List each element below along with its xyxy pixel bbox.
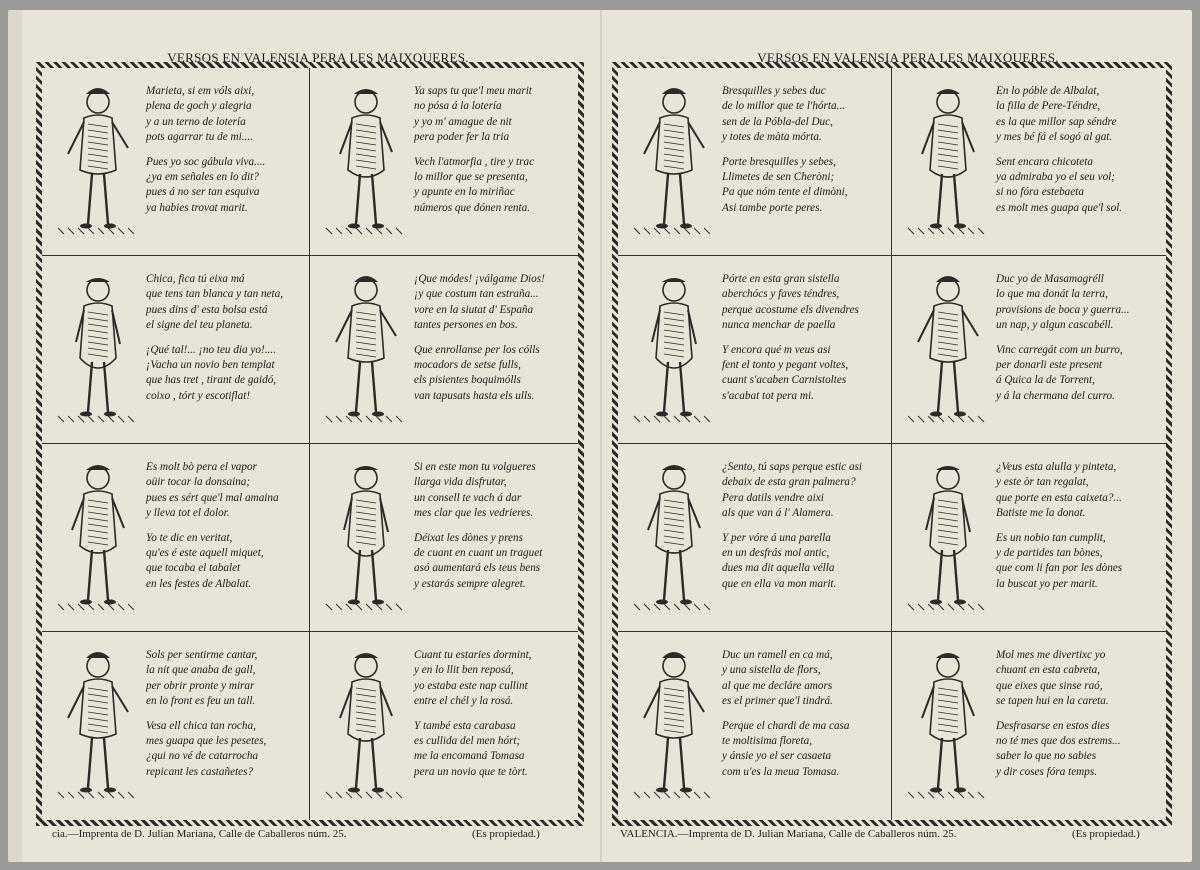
right-footer-imprint: —Imprenta de D. Julian Mariana, Calle de Caballeros núm. 25. — [677, 828, 957, 840]
left-title: VERSOS EN VALENSIA PERA LES MAIXQUERES. — [167, 50, 469, 65]
stanza: Porte bresquilles y sebes, Llimetes de sen Cheròni; Pa que nóm tente el dimòni, Asi tambe porte peres. — [722, 155, 848, 214]
stanza: Pórte en esta gran sistella aberchócs y faves téndres, perque acostume els divendres nunca menchar de paella — [722, 273, 859, 332]
woman-with-flowers-figure — [624, 642, 724, 802]
stanza: Sent encara chicoteta ya admiraba yo el seu vol; si no fóra estebaeta es molt mes guapa que'l sol. — [996, 155, 1123, 214]
left-footer — [52, 828, 540, 840]
stanza: ¡Qué tal!... ¡no teu dia yo!.... ¡Vacha un novio ben templat que has tret , tirant de gaidó, coixo , tórt y escotiflat! — [146, 343, 277, 402]
verse-cell — [618, 256, 892, 444]
stanza: ¿Sento, tú saps perque estic asi debaix de esta gran palmera? Pera datils vendre aixi als que van á l' Alamera. — [722, 461, 863, 520]
stanza: Mol mes me divertixc yo chuant en esta cabreta, que eixes que sinse raó, se tapen hui en la careta. — [996, 649, 1109, 708]
verse-cell — [310, 444, 578, 632]
verse-cell — [618, 68, 892, 256]
verse-text — [146, 460, 305, 601]
right-verse-grid — [618, 68, 1166, 820]
stanza: Pues yo soc gábula viva.... ¿ya em señales en lo dit? pues á no ser tan esquiva ya habies trovat marit. — [146, 155, 266, 214]
verse-cell — [310, 256, 578, 444]
verse-text — [414, 648, 574, 789]
verse-cell — [892, 256, 1166, 444]
man-with-basket-figure — [898, 78, 998, 238]
guitar-player-figure — [48, 642, 148, 802]
stanza: Chica, fica tú eixa má que tens tan blanca y tan neta, pues dins d' esta bolsa está el signe del teu planeta. — [146, 273, 284, 332]
stanza: Yo te dic en veritat, qu'es é este aquell miquet, que tocaba el tabalet en les festes de Albalat. — [146, 531, 264, 590]
verse-text — [722, 84, 887, 225]
stanza: Vech l'atmorfia , tire y trac lo millor que se presenta, y apunte en lo miriñac números que dónen renta. — [414, 155, 535, 214]
verse-text — [996, 648, 1162, 789]
verse-cell — [892, 68, 1166, 256]
stanza: Marieta, si em vóls aixi, plena de goch y alegria y a un terno de lotería pots agarrar tu de mi.... — [146, 85, 255, 144]
man-with-feathered-hat-figure — [48, 266, 148, 426]
verse-text — [414, 460, 574, 601]
stanza: En lo póble de Albalat, la filla de Pere-Téndre, es la que millor sap séndre y mes bé fá el sogó al gat. — [996, 85, 1117, 144]
verse-cell — [42, 444, 310, 632]
stanza: Y per vóre á una parella en un desfrás mol antic, dues ma dit aquella vélla que en ella va mon marit. — [722, 531, 837, 590]
stanza: Es molt bò pera el vapor oüir tocar la donsaina; pues es sért que'l mal amaina y lleva tot el dolor. — [146, 461, 279, 520]
left-footer-property: (Es propiedad.) — [472, 828, 540, 840]
right-footer-property: (Es propiedad.) — [1072, 828, 1140, 840]
stanza: Duc yo de Masamagréll lo que ma donát la terra, provisions de boca y guerra... un nap, y algun cascabéll. — [996, 273, 1130, 332]
verse-text — [414, 272, 574, 413]
man-in-lottery-coat-figure — [48, 78, 148, 238]
right-title: VERSOS EN VALENSIA PERA LES MAIXQUERES. — [757, 50, 1059, 65]
verse-cell — [892, 632, 1166, 820]
stanza: Duc un ramell en ca má, y una sistella de flors, al que me decláre amors es el primer que'l tindrá. — [722, 649, 833, 708]
stanza: ¡Que módes! ¡válgame Dios! ¡y que costum tan estraña... vore en la siutat d' España tantes persones en bos. — [414, 273, 545, 332]
left-footer-imprint: cia.—Imprenta de D. Julian Mariana, Calle de Caballeros núm. 25. — [52, 828, 347, 840]
verse-text — [722, 272, 887, 413]
verse-text — [146, 648, 305, 789]
verse-cell — [42, 68, 310, 256]
stanza: Si en este mon tu volgueres llarga vida disfrutar, un consell te vach á dar mes clar que les vedrieres. — [414, 461, 536, 520]
verse-cell — [618, 444, 892, 632]
stanza: Cuant tu estaries dormint, y en lo llit ben reposá, yo estaba este nap cullint entre el chél y la rosá. — [414, 649, 532, 708]
stanza: Es un nobio tan cumplit, y de partides tan bònes, que com li fan por les dònes la buscat yo per marit. — [996, 531, 1123, 590]
woman-with-fan-figure — [898, 454, 998, 614]
center-fold — [600, 10, 602, 862]
man-with-pan-figure — [624, 266, 724, 426]
verse-cell — [310, 68, 578, 256]
verse-text — [722, 648, 887, 789]
stanza: ¿Veus esta alulla y pinteta, y este òr tan regalat, que porte en esta caixeta?... Batiste me la donat. — [996, 461, 1122, 520]
stanza: Sols per sentirme cantar, la nit que anaba de gall, per obrir pronte y mirar en lo front es feu un tall. — [146, 649, 258, 708]
verse-text — [414, 84, 574, 225]
woman-under-palm-figure — [624, 454, 724, 614]
stanza: Desfrasarse en estos dies no té mes que dos estrems... saber lo que no sabies y dir coses fóra temps. — [996, 719, 1121, 778]
verse-cell — [618, 632, 892, 820]
dulzaina-player-and-monkey-figure — [48, 454, 148, 614]
dandies-in-top-hats-figure — [316, 266, 416, 426]
verse-cell — [892, 444, 1166, 632]
right-footer — [620, 828, 1140, 840]
vegetable-vendor-figure — [624, 78, 724, 238]
verse-cell — [42, 256, 310, 444]
verse-text — [722, 460, 887, 601]
verse-text — [146, 84, 305, 225]
musicians-in-room-figure — [316, 454, 416, 614]
stanza: Bresquilles y sebes duc de lo millor que te l'hórta... sen de la Póbla-del Duc, y totes de màta mórta. — [722, 85, 845, 144]
verse-text — [996, 272, 1162, 413]
woman-with-goat-figure — [898, 642, 998, 802]
stanza: Ya saps tu que'l meu marit no pósa á la lotería y yo m' amague de nit pera poder fer la tria — [414, 85, 532, 144]
right-footer-city: VALENCIA. — [620, 828, 678, 840]
stanza: Perque el chardi de ma casa te moltisima floreta, y ánsie yo el ser casaeta com u'es la meua Tomasa. — [722, 719, 850, 778]
broadside-sheet — [8, 10, 1192, 862]
torn-edge — [8, 10, 22, 862]
left-verse-grid — [42, 68, 578, 820]
stanza: Déixat les dònes y prens de cuant en cuant un traguet asó aumentará els teus bens y estarás sempre alegret. — [414, 531, 543, 590]
man-with-pumpkin-figure — [316, 642, 416, 802]
woman-in-lottery-dress-figure — [316, 78, 416, 238]
verse-text — [996, 460, 1162, 601]
stanza: Vesa ell chica tan rocha, mes guapa que les pesetes, ¿qui no vé de catarrocha repicant les castañetes? — [146, 719, 267, 778]
verse-cell — [310, 632, 578, 820]
stanza: Que enrollanse per los cólls mocadors de setse fulls, els pisientes boquimólls van tapusats hasta els ulls. — [414, 343, 540, 402]
stanza: Vinc carregát com un burro, per donarli este present á Quica la de Torrent, y á la chermana del curro. — [996, 343, 1123, 402]
stanza: Y encora qué m veus asi fent el tonto y pegant voltes, cuant s'acaben Carnistoltes s'acabat tot pera mi. — [722, 343, 849, 402]
verse-text — [996, 84, 1162, 225]
verse-text — [146, 272, 305, 413]
stanza: Y també esta carabasa es cullida del men hórt; me la encomaná Tomasa pera un novio que te tòrt. — [414, 719, 528, 778]
verse-cell — [42, 632, 310, 820]
man-holding-bird-figure — [898, 266, 998, 426]
